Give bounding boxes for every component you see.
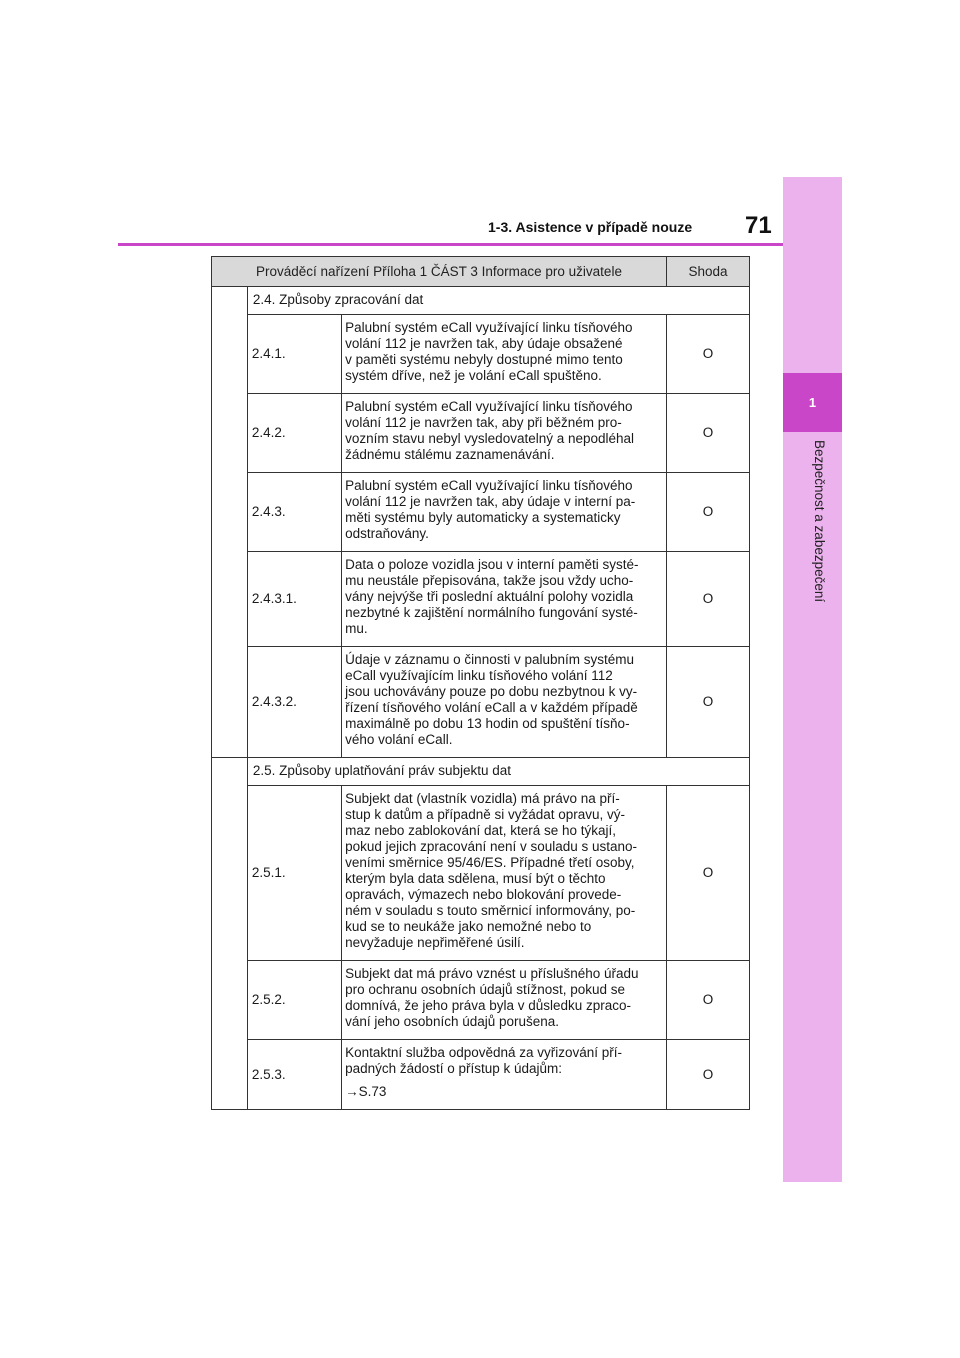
chapter-side-strip (783, 177, 842, 1182)
group-heading-row (212, 287, 750, 315)
group-blank-cell (212, 287, 248, 758)
description-line: maz nebo zablokování dat, která se ho týkají, (345, 823, 617, 838)
table-row (212, 552, 750, 647)
chapter-number-tab[interactable]: 1 (783, 373, 842, 432)
requirements-table (211, 256, 750, 1110)
description-line: stup k datům a případně si vyžádat opravu, vý- (345, 807, 626, 822)
description-line: kud se to neukáže jako nemožné nebo to (345, 919, 592, 934)
description-line: opravách, výmazech nebo blokování provede- (345, 887, 622, 902)
description-line: vozním stavu nebyl vysledovatelný a nepodléhal (345, 431, 635, 446)
clause-description (342, 552, 667, 647)
group-heading: 2.4. Způsoby zpracování dat (247, 287, 749, 315)
clause-description (342, 473, 667, 552)
description-line: měti systému byly automaticky a systematicky (345, 510, 621, 525)
table-row (212, 961, 750, 1040)
description-line: eCall využívajícím linku tísňového volání 112 (345, 668, 613, 683)
compliance-mark: O (666, 1040, 749, 1110)
description-line: volání 112 je navržen tak, aby údaje v interní pa- (345, 494, 636, 509)
clause-number: 2.4.2. (247, 394, 341, 473)
description-line: padných žádostí o přístup k údajům: (345, 1061, 563, 1076)
description-line: Palubní systém eCall využívající linku tísňového (345, 478, 633, 493)
compliance-mark: O (666, 394, 749, 473)
description-line: systém dříve, než je volání eCall spuštěno. (345, 368, 602, 383)
clause-description (342, 786, 667, 961)
section-title: 1-3. Asistence v případě nouze (488, 219, 693, 235)
description-line: nevyžaduje nepřiměřené úsilí. (345, 935, 525, 950)
clause-number: 2.5.2. (247, 961, 341, 1040)
description-line: Kontaktní služba odpovědná za vyřizování pří- (345, 1045, 623, 1060)
description-line: Údaje v záznamu o činnosti v palubním systému (345, 652, 635, 667)
description-line: ném v souladu s touto směrnicí informovány, po- (345, 903, 636, 918)
page-reference-link[interactable]: →S.73 (345, 1084, 387, 1099)
clause-description (342, 647, 667, 758)
clause-number: 2.5.3. (247, 1040, 341, 1110)
table-header-row (212, 257, 750, 287)
clause-number: 2.4.3.1. (247, 552, 341, 647)
description-line: vání jeho osobních údajů porušena. (345, 1014, 560, 1029)
description-line: v paměti systému nebyly dostupné mimo tento (345, 352, 623, 367)
clause-number: 2.4.1. (247, 315, 341, 394)
page-number: 71 (745, 212, 772, 239)
compliance-mark: O (666, 961, 749, 1040)
compliance-mark: O (666, 473, 749, 552)
description-line: maximálně po dobu 13 hodin od spuštění tísňo- (345, 716, 630, 731)
clause-number: 2.4.3. (247, 473, 341, 552)
description-line: odstraňovány. (345, 526, 429, 541)
description-line: Palubní systém eCall využívající linku tísňového (345, 320, 633, 335)
description-line: domnívá, že jeho práva byla v důsledku zpraco- (345, 998, 632, 1013)
description-line: Subjekt dat (vlastník vozidla) má právo na pří- (345, 791, 620, 806)
description-line: jsou uchovávány pouze po dobu nezbytnou k vy- (345, 684, 638, 699)
compliance-mark: O (666, 552, 749, 647)
table-row (212, 1040, 750, 1110)
description-line: pro ochranu osobních údajů stížnost, pokud se (345, 982, 626, 997)
table-body (212, 287, 750, 1110)
compliance-column-header: Shoda (666, 257, 749, 287)
requirement-column-header: Prováděcí nařízení Příloha 1 ČÁST 3 Informace pro uživatele (212, 257, 667, 287)
group-blank-cell (212, 758, 248, 1110)
compliance-mark: O (666, 315, 749, 394)
description-line: volání 112 je navržen tak, aby při běžném pro- (345, 415, 622, 430)
description-line: veními směrnice 95/46/ES. Případné třetí osoby, (345, 855, 635, 870)
compliance-mark: O (666, 786, 749, 961)
description-line: nezbytné k zajištění normálního fungování systé- (345, 605, 638, 620)
description-line: Data o poloze vozidla jsou v interní paměti systé- (345, 557, 639, 572)
chapter-label: Bezpečnost a zabezpečení (812, 440, 827, 603)
compliance-mark: O (666, 647, 749, 758)
group-heading: 2.5. Způsoby uplatňování práv subjektu dat (247, 758, 749, 786)
description-line: mu neustále přepisována, takže jsou vždy ucho- (345, 573, 634, 588)
description-line: žádnému stálému zaznamenávání. (345, 447, 555, 462)
clause-description (342, 315, 667, 394)
description-line: vány nejvýše tři poslední aktuální polohy vozidla (345, 589, 634, 604)
group-heading-row (212, 758, 750, 786)
table-row (212, 473, 750, 552)
description-line: Subjekt dat má právo vznést u příslušného úřadu (345, 966, 639, 981)
header-rule (118, 243, 783, 246)
description-line: pokud jejich zpracování není v souladu s ustano- (345, 839, 638, 854)
description-line: vého volání eCall. (345, 732, 453, 747)
description-line: Palubní systém eCall využívající linku tísňového (345, 399, 633, 414)
description-line: mu. (345, 621, 368, 636)
description-line: kterým byla data sdělena, musí být o těchto (345, 871, 606, 886)
clause-description (342, 1040, 667, 1110)
description-line: volání 112 je navržen tak, aby údaje obsažené (345, 336, 623, 351)
clause-description (342, 394, 667, 473)
table-row (212, 786, 750, 961)
clause-number: 2.4.3.2. (247, 647, 341, 758)
table-row (212, 647, 750, 758)
description-line: řízení tísňového volání eCall a v každém případě (345, 700, 638, 715)
clause-description (342, 961, 667, 1040)
table-row (212, 394, 750, 473)
clause-number: 2.5.1. (247, 786, 341, 961)
table-row (212, 315, 750, 394)
